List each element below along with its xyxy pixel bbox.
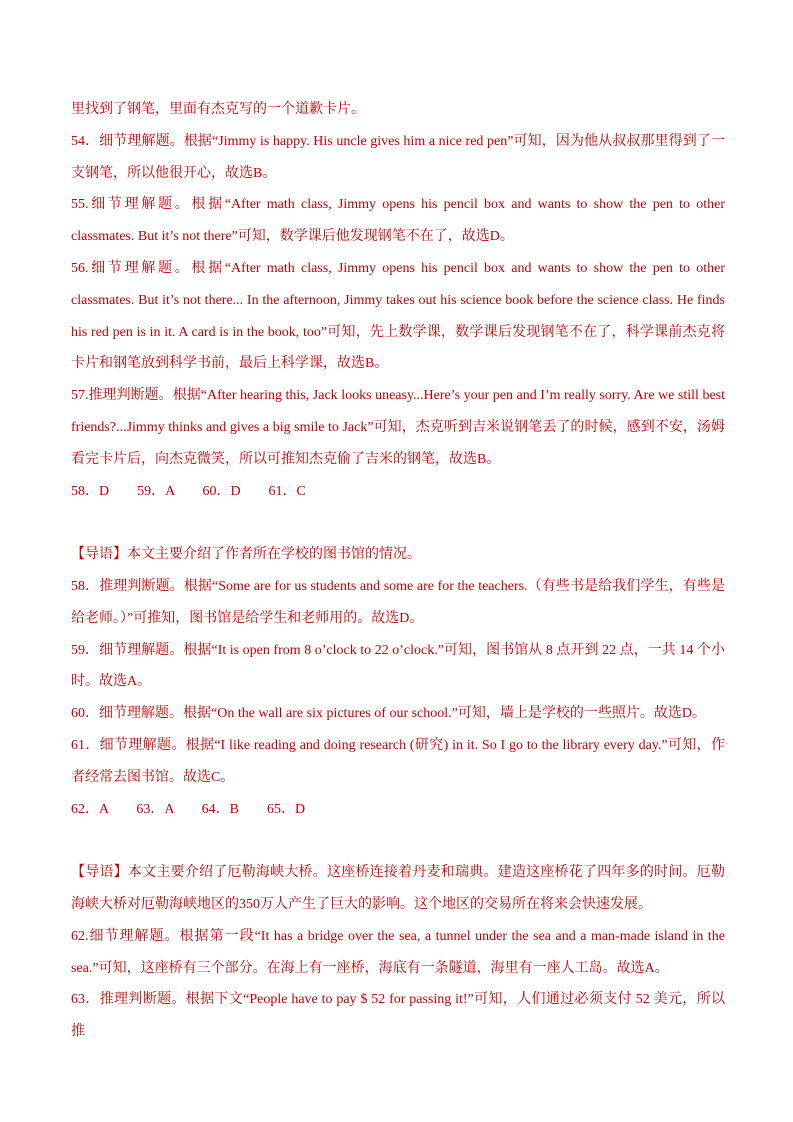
explanation-55: 55.细节理解题。根据“After math class, Jimmy opens his pencil box and wants to show the pen to other classmates. But it’s not there”可知，数学课后他发现钢笔不在了，故选D。 — [71, 197, 725, 245]
explanation-61: 61．细节理解题。根据“I like reading and doing research (研究) in it. So I go to the library every day.”可知，作者经常去图书馆。故选C。 — [71, 737, 725, 785]
answer-key-62-65: 62．A 63．A 64．B 65．D — [71, 801, 306, 817]
section-divider — [71, 507, 725, 539]
explanation-57: 57.推理判断题。根据“After hearing this, Jack looks uneasy...Here’s your pen and I’m really sorry. Are we still best friends?...Jimmy thinks and gives a big smile to Jack”可知，杰克听到吉米说钢笔丢了的时候，感到不安，汤姆看完卡片后，向杰克微笑，所以可推知杰克偷了吉米的钢笔，故选B。 — [71, 388, 725, 467]
explanation-56: 56.细节理解题。根据“After math class, Jimmy opens his pencil box and wants to show the pen to other classmates. But it’s not there... In the afternoon, Jimmy takes out his science book before the science class. He finds his red pen is in it. A card is in the book, too”可知，先上数学课，数学课后发现钢笔不在了，科学课前杰克将卡片和钢笔放到科学书前，最后上科学课，故选B。 — [71, 260, 725, 372]
section2-lead: 【导语】本文主要介绍了作者所在学校的图书馆的情况。 — [71, 547, 421, 563]
section1-continuation: 里找到了钢笔，里面有杰克写的一个道歉卡片。 — [71, 102, 365, 117]
explanation-63: 63．推理判断题。根据下文“People have to pay $ 52 for passing it!”可知，人们通过必须支付 52 美元，所以推 — [71, 992, 725, 1040]
explanation-54: 54．细节理解题。根据“Jimmy is happy. His uncle gives him a nice red pen”可知，因为他从叔叔那里得到了一支钢笔，所以他很开心，故选B。 — [71, 133, 725, 181]
explanation-58: 58．推理判断题。根据“Some are for us students and some are for the teachers.（有些书是给我们学生，有些是给老师。）”可推知，图书馆是给学生和老师用的。故选D。 — [71, 578, 725, 626]
explanation-59: 59．细节理解题。根据“It is open from 8 o’clock to 22 o’clock.”可知，图书馆从 8 点开到 22 点，一共 14 个小时。故选A。 — [71, 642, 725, 690]
answer-key-58-61: 58．D 59．A 60．D 61．C — [71, 483, 306, 499]
section-divider — [71, 825, 725, 857]
explanation-62: 62.细节理解题。根据第一段“It has a bridge over the sea, a tunnel under the sea and a man-made island in the sea.”可知，这座桥有三个部分。在海上有一座桥，海底有一条隧道，海里有一座人工岛。故选A。 — [71, 928, 725, 976]
answer-explanations — [71, 94, 725, 1048]
section3-lead: 【导语】本文主要介绍了厄勒海峡大桥。这座桥连接着丹麦和瑞典。建造这座桥花了四年多的时间。厄勒海峡大桥对厄勒海峡地区的350万人产生了巨大的影响。这个地区的交易所在将来会快速发展。 — [71, 865, 725, 912]
explanation-60: 60．细节理解题。根据“On the wall are six pictures of our school.”可知，墙上是学校的一些照片。故选D。 — [71, 706, 706, 722]
